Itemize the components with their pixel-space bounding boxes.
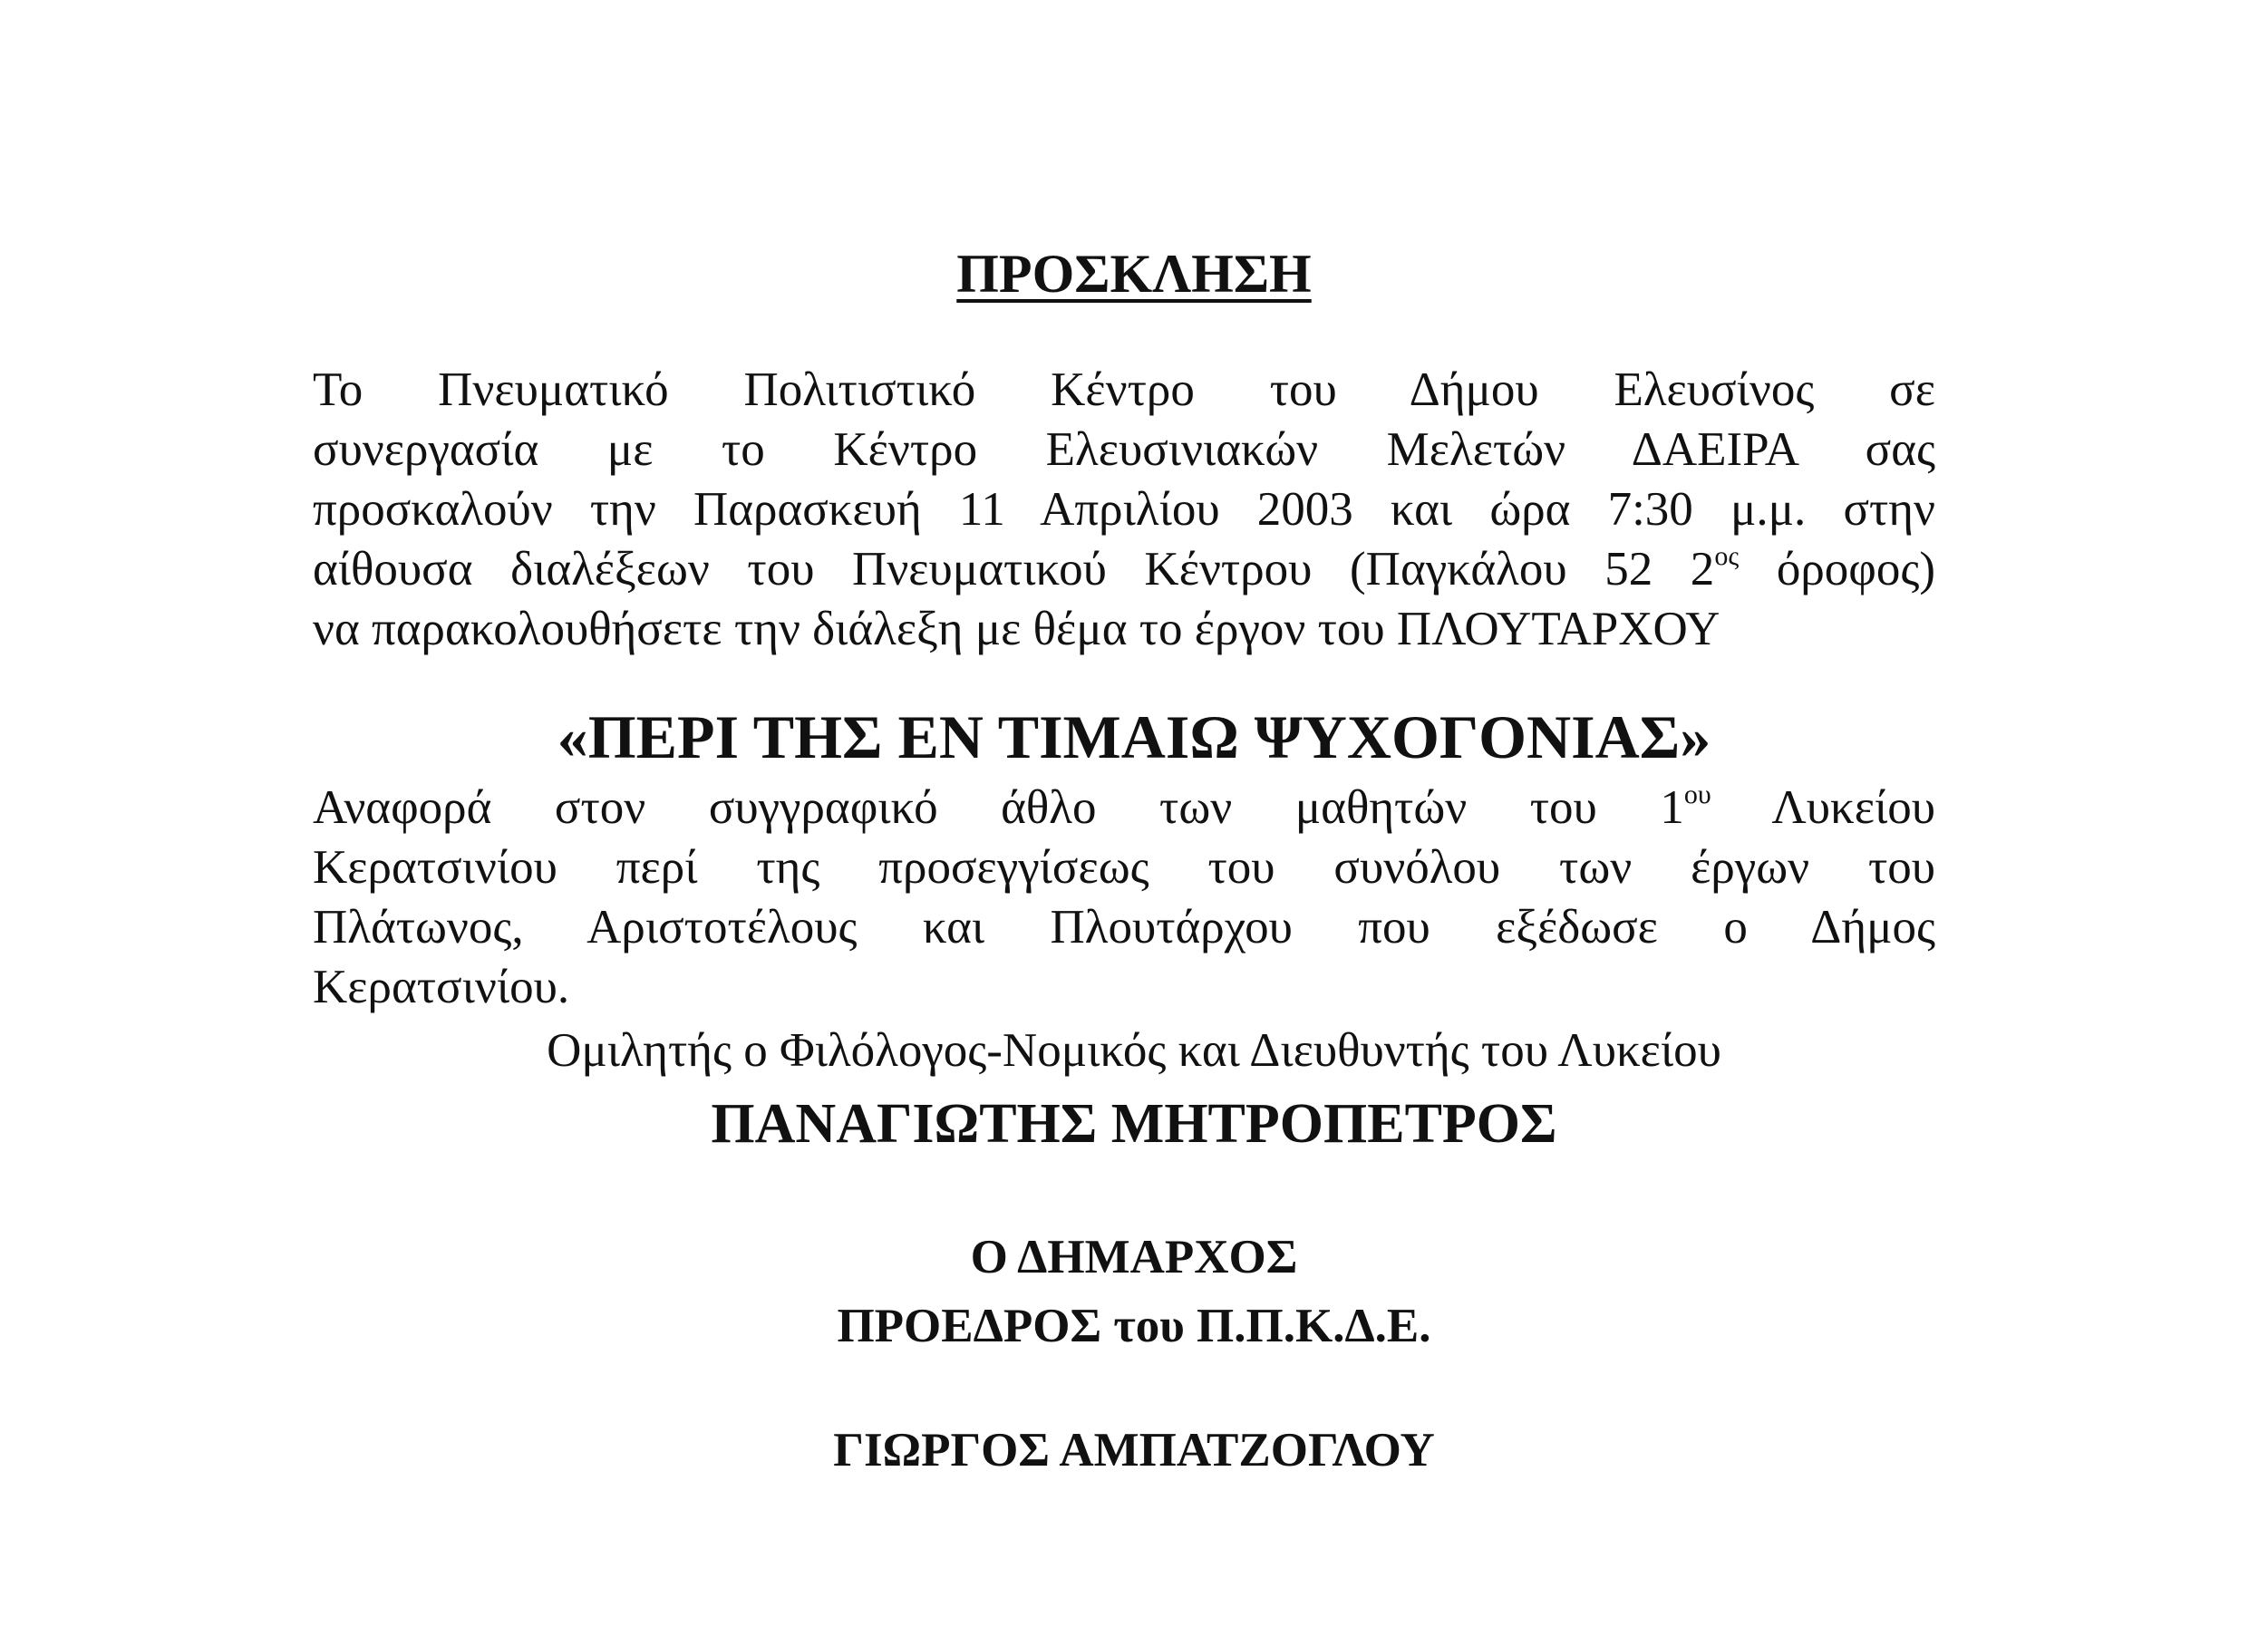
intro-line-1: Το Πνευματικό Πολιτιστικό Κέντρο του Δήμου Ελευσίνος σε [313,363,1935,416]
intro-line-5: να παρακολουθήσετε την διάλεξη με θέμα το έργον του ΠΛΟΥΤΑΡΧΟΥ [313,603,1720,655]
speaker-intro: Ομιλητής ο Φιλόλογος-Νομικός και Διευθυντής του Λυκείου [547,1024,1721,1077]
reference-paragraph [313,778,1935,1017]
intro-line-4 [313,539,1935,599]
intro-paragraph [313,360,1935,659]
signature-role-mayor: Ο ΔΗΜΑΡΧΟΣ [970,1231,1298,1283]
school-superscript: ου [1683,779,1711,809]
reference-line-3: Πλάτωνος, Αριστοτέλους και Πλουτάρχου που εξέδωσε ο Δήμος [313,901,1935,954]
intro-line-4-text: αίθουσα διαλέξεων του Πνευματικού Κέντρου (Παγκάλου 52 2 [313,543,1715,595]
intro-line-2: συνεργασία με το Κέντρο Ελευσινιακών Μελετών ΔΑΕΙΡΑ σας [313,423,1935,476]
title-text: ΠΡΟΣΚΛΗΣΗ [956,244,1312,304]
floor-superscript: ος [1714,541,1740,571]
reference-line-4: Κερατσινίου. [313,961,570,1013]
signature-role-president: ΠΡΟΕΔΡΟΣ του Π.Π.Κ.Δ.Ε. [837,1300,1431,1352]
reference-line-1-text: Αναφορά στον συγγραφικό άθλο των μαθητών του 1 [313,781,1684,834]
reference-line-2: Κερατσινίου περί της προσεγγίσεως του συνόλου των έργων του [313,841,1935,894]
speaker-name: ΠΑΝΑΓΙΩΤΗΣ ΜΗΤΡΟΠΕΤΡΟΣ [711,1093,1557,1155]
intro-line-4-end: όροφος) [1739,543,1935,595]
reference-line-1-end: Λυκείου [1711,781,1935,834]
document-title [0,237,2268,310]
lecture-work-title: «ΠΕΡΙ ΤΗΣ ΕΝ ΤΙΜΑΙΩ ΨΥΧΟΓΟΝΙΑΣ» [557,702,1711,771]
signature-name: ΓΙΩΡΓΟΣ ΑΜΠΑΤΖΟΓΛΟΥ [833,1424,1435,1476]
intro-line-3: προσκαλούν την Παρασκευή 11 Απριλίου 2003 και ώρα 7:30 μ.μ. στην [313,483,1935,536]
reference-line-1 [313,778,1935,837]
